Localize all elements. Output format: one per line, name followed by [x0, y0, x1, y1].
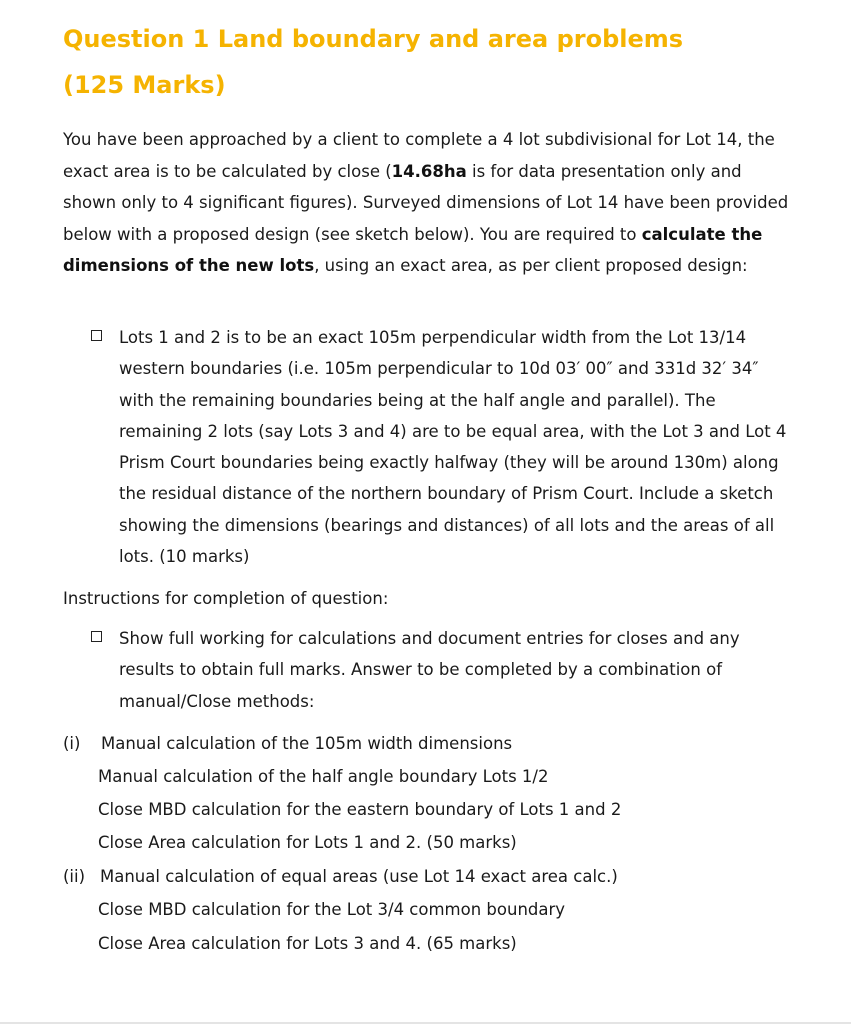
instructions-bullet-text: Show full working for calculations and document entries for closes and any results to obtain full marks. Answer to be completed by a combination of manual/Close methods: — [119, 629, 740, 711]
part-ii-step-3: Close Area calculation for Lots 3 and 4. (65 marks) — [98, 934, 517, 953]
part-i-step-2: Manual calculation of the half angle boundary Lots 1/2 — [98, 767, 549, 786]
intro-text-1: You have been approached by a client to complete a 4 lot subdivisional for Lot 14, the exact area is to be calculated by close ( — [63, 130, 775, 181]
instructions-bullet — [91, 623, 791, 717]
checkbox-bullet-icon — [91, 631, 102, 642]
design-bullet — [91, 322, 791, 572]
part-ii-label: (ii) — [63, 867, 86, 886]
title-line-1: Question 1 Land boundary and area problems — [63, 25, 684, 53]
part-ii-step-1: Manual calculation of equal areas (use Lot 14 exact area calc.) — [100, 867, 618, 886]
intro-requirement: calculate the dimensions of the new lots — [63, 224, 763, 275]
part-i-step-1: Manual calculation of the 105m width dimensions — [101, 734, 513, 753]
part-i-step-4: Close Area calculation for Lots 1 and 2. (50 marks) — [98, 833, 517, 852]
intro-text-3: , using an exact area, as per client proposed design: — [314, 256, 748, 275]
part-i-label: (i) — [63, 734, 81, 753]
intro-text-2: is for data presentation only and shown only to 4 significant figures). Surveyed dimensions of Lot 14 have been provided below with a proposed design (see sketch below). You are required to — [63, 161, 789, 244]
part-i-step-3: Close MBD calculation for the eastern boundary of Lots 1 and 2 — [98, 800, 622, 819]
instructions-heading: Instructions for completion of question: — [63, 589, 389, 608]
part-ii-step-2: Close MBD calculation for the Lot 3/4 common boundary — [98, 900, 566, 919]
intro-paragraph — [63, 124, 793, 282]
question-title — [63, 16, 823, 108]
checkbox-bullet-icon — [91, 330, 102, 341]
intro-area-value: 14.68ha — [391, 161, 467, 181]
title-line-2: (125 Marks) — [63, 71, 226, 99]
design-bullet-text: Lots 1 and 2 is to be an exact 105m perpendicular width from the Lot 13/14 western boundaries (i.e. 105m perpendicular to 10d 03′ 00″ and 331d 32′ 34″ with the remaining boundaries being at the half angle and parallel). The remaining 2 lots (say Lots 3 and 4) are to be equal area, with the Lot 3 and Lot 4 Prism Court boundaries being exactly halfway (they will be around 130m) along the residual distance of the northern boundary of Prism Court. Include a sketch showing the dimensions (bearings and distances) of all lots and the areas of all lots. (10 marks) — [119, 328, 787, 567]
